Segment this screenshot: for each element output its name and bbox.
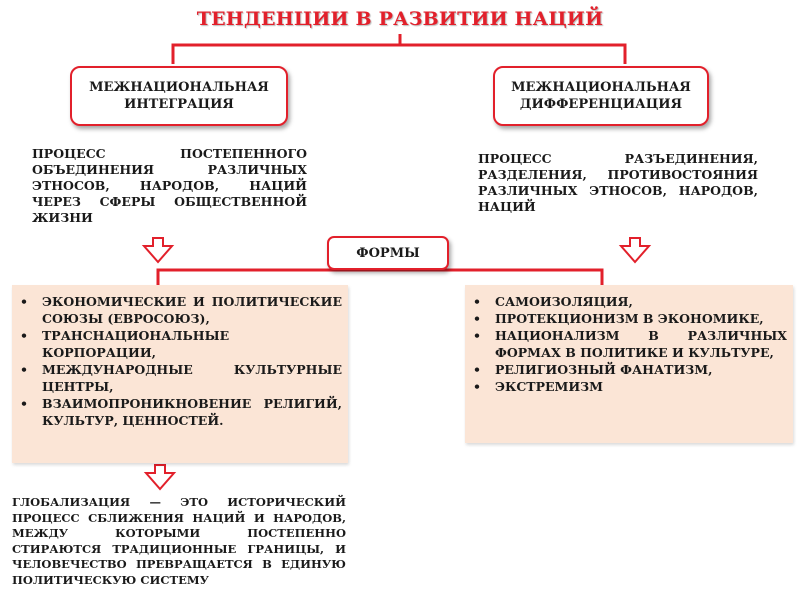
title-connector xyxy=(173,34,625,64)
list-item: • САМОИЗОЛЯЦИЯ, xyxy=(465,293,787,310)
list-item: • ВЗАИМОПРОНИКНОВЕНИЕ РЕЛИГИЙ, КУЛЬТУР, ЦЕННОСТЕЙ. xyxy=(12,395,342,429)
list-item: • ТРАНСНАЦИОНАЛЬНЫЕ КОРПОРАЦИИ, xyxy=(12,327,342,361)
diagram-title: ТЕНДЕНЦИИ В РАЗВИТИИ НАЦИЙ xyxy=(196,8,604,30)
integration-description: ПРОЦЕСС ПОСТЕПЕННОГО ОБЪЕДИНЕНИЯ РАЗЛИЧНЫХ ЭТНОСОВ, НАРОДОВ, НАЦИЙ ЧЕРЕЗ СФЕРЫ ОБЩЕСТВЕННОЙ ЖИЗНИ xyxy=(32,146,307,225)
differentiation-box xyxy=(493,66,709,126)
list-item: • ЭКОНОМИЧЕСКИЕ И ПОЛИТИЧЕСКИЕ СОЮЗЫ (ЕВРОСОЮЗ), xyxy=(12,293,342,327)
forms-label: ФОРМЫ xyxy=(356,245,420,261)
down-arrow-icon xyxy=(146,465,174,489)
integration-label-line2: ИНТЕГРАЦИЯ xyxy=(124,97,234,112)
down-arrow-icon xyxy=(144,238,172,262)
list-item: • ЭКСТРЕМИЗМ xyxy=(465,378,787,395)
integration-forms-panel xyxy=(12,285,348,463)
differentiation-description: ПРОЦЕСС РАЗЪЕДИНЕНИЯ, РАЗДЕЛЕНИЯ, ПРОТИВОСТОЯНИЯ РАЗЛИЧНЫХ ЭТНОСОВ, НАРОДОВ, НАЦИЙ xyxy=(478,151,758,214)
integration-forms-list xyxy=(12,293,342,429)
list-item: • НАЦИОНАЛИЗМ В РАЗЛИЧНЫХ ФОРМАХ В ПОЛИТИКЕ И КУЛЬТУРЕ, xyxy=(465,327,787,361)
differentiation-label-line1: МЕЖНАЦИОНАЛЬНАЯ xyxy=(511,80,691,95)
globalization-definition: ГЛОБАЛИЗАЦИЯ — ЭТО ИСТОРИЧЕСКИЙ ПРОЦЕСС СБЛИЖЕНИЯ НАЦИЙ И НАРОДОВ, МЕЖДУ КОТОРЫМИ ПОСТЕПЕННО СТИРАЮТСЯ ТРАДИЦИОННЫЕ ГРАНИЦЫ, И ЧЕЛОВЕЧЕСТВО ПРЕВРАЩАЕТСЯ В ЕДИНУЮ ПОЛИТИЧЕСКУЮ СИСТЕМУ xyxy=(12,495,346,587)
list-item: • ПРОТЕКЦИОНИЗМ В ЭКОНОМИКЕ, xyxy=(465,310,787,327)
forms-box xyxy=(327,236,449,270)
list-item: • МЕЖДУНАРОДНЫЕ КУЛЬТУРНЫЕ ЦЕНТРЫ, xyxy=(12,361,342,395)
differentiation-forms-list xyxy=(465,293,787,395)
integration-box xyxy=(70,66,288,126)
differentiation-forms-panel xyxy=(465,285,793,443)
down-arrow-icon xyxy=(621,238,649,262)
differentiation-label-line2: ДИФФЕРЕНЦИАЦИЯ xyxy=(519,97,683,112)
list-item: • РЕЛИГИОЗНЫЙ ФАНАТИЗМ, xyxy=(465,361,787,378)
integration-label-line1: МЕЖНАЦИОНАЛЬНАЯ xyxy=(89,80,269,95)
